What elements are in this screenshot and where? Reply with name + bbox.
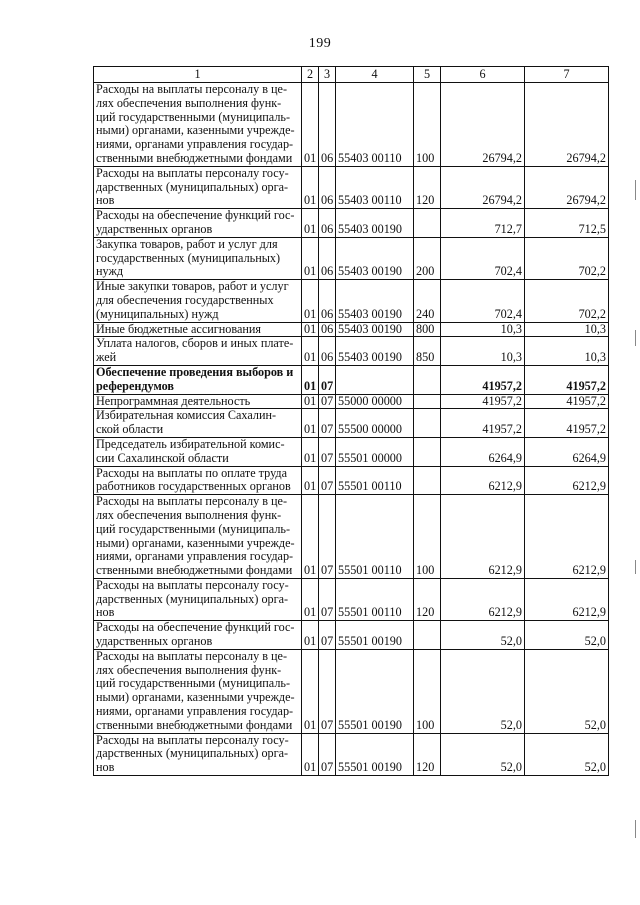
description-line: дарственных (муниципальных) орга- bbox=[96, 179, 289, 194]
amount-cell: 52,0 bbox=[441, 733, 525, 775]
description-line: ными) органами, казенными учрежде- bbox=[96, 690, 295, 705]
description-line: работников государственных органов bbox=[96, 479, 291, 494]
subsection-code-cell: 06 bbox=[319, 166, 336, 208]
column-header: 2 bbox=[302, 67, 319, 83]
target-article-cell: 55403 00110 bbox=[336, 83, 414, 167]
amount-cell: 712,7 bbox=[441, 209, 525, 238]
description-line: для обеспечения государственных bbox=[96, 292, 274, 307]
amount-cell: 702,2 bbox=[525, 237, 609, 279]
table-row bbox=[94, 495, 609, 579]
description-line: нов bbox=[96, 760, 115, 775]
expense-description-cell bbox=[94, 237, 302, 279]
amount-cell: 702,4 bbox=[441, 237, 525, 279]
description-line: ударственных органов bbox=[96, 634, 213, 649]
target-article-cell: 55403 00190 bbox=[336, 280, 414, 322]
section-code-cell: 01 bbox=[302, 394, 319, 409]
target-article-cell: 55403 00190 bbox=[336, 322, 414, 337]
subsection-code-cell: 06 bbox=[319, 237, 336, 279]
section-code-cell: 01 bbox=[302, 280, 319, 322]
expense-description-cell bbox=[94, 209, 302, 238]
expense-description-cell bbox=[94, 733, 302, 775]
expense-type-cell: 120 bbox=[414, 578, 441, 620]
description-line: ций государственными (муниципаль- bbox=[96, 676, 291, 691]
subsection-code-cell: 07 bbox=[319, 394, 336, 409]
table-row bbox=[94, 466, 609, 495]
section-code-cell: 01 bbox=[302, 166, 319, 208]
section-code-cell: 01 bbox=[302, 337, 319, 366]
section-code-cell: 01 bbox=[302, 365, 319, 394]
description-line: Расходы на обеспечение функций гос- bbox=[96, 620, 295, 635]
description-line: Расходы на выплаты по оплате труда bbox=[96, 465, 288, 480]
amount-cell: 6212,9 bbox=[525, 578, 609, 620]
section-code-cell: 01 bbox=[302, 578, 319, 620]
table-row bbox=[94, 578, 609, 620]
subsection-code-cell: 07 bbox=[319, 495, 336, 579]
amount-cell: 41957,2 bbox=[525, 409, 609, 438]
subsection-code-cell: 07 bbox=[319, 409, 336, 438]
scan-edge-mark bbox=[635, 330, 636, 346]
description-line: ственными внебюджетными фондами bbox=[96, 150, 293, 165]
amount-cell: 10,3 bbox=[525, 322, 609, 337]
table-row bbox=[94, 649, 609, 733]
expense-type-cell: 100 bbox=[414, 83, 441, 167]
amount-cell: 41957,2 bbox=[441, 394, 525, 409]
expense-type-cell: 850 bbox=[414, 337, 441, 366]
description-line: лях обеспечения выполнения функ- bbox=[96, 507, 282, 522]
description-line: нужд bbox=[96, 264, 124, 279]
amount-cell: 41957,2 bbox=[441, 409, 525, 438]
expense-description-cell bbox=[94, 280, 302, 322]
amount-cell: 10,3 bbox=[525, 337, 609, 366]
section-code-cell: 01 bbox=[302, 649, 319, 733]
table-row bbox=[94, 337, 609, 366]
section-code-cell: 01 bbox=[302, 621, 319, 650]
description-line: Непрограммная деятельность bbox=[96, 393, 251, 408]
expense-description-cell bbox=[94, 365, 302, 394]
amount-cell: 26794,2 bbox=[441, 83, 525, 167]
description-line: дарственных (муниципальных) орга- bbox=[96, 746, 289, 761]
amount-cell: 41957,2 bbox=[441, 365, 525, 394]
section-code-cell: 01 bbox=[302, 466, 319, 495]
description-line: Расходы на выплаты персоналу госу- bbox=[96, 165, 289, 180]
table-row bbox=[94, 166, 609, 208]
expense-description-cell bbox=[94, 394, 302, 409]
description-line: Расходы на выплаты персоналу в це- bbox=[96, 82, 288, 96]
amount-cell: 6212,9 bbox=[441, 466, 525, 495]
column-header: 6 bbox=[441, 67, 525, 83]
target-article-cell: 55500 00000 bbox=[336, 409, 414, 438]
description-line: ниями, органами управления государ- bbox=[96, 704, 294, 719]
target-article-cell: 55403 00190 bbox=[336, 209, 414, 238]
section-code-cell: 01 bbox=[302, 409, 319, 438]
description-line: (муниципальных) нужд bbox=[96, 306, 219, 321]
description-line: ственными внебюджетными фондами bbox=[96, 717, 293, 732]
section-code-cell: 01 bbox=[302, 322, 319, 337]
expense-description-cell bbox=[94, 466, 302, 495]
subsection-code-cell: 07 bbox=[319, 621, 336, 650]
budget-table bbox=[93, 66, 609, 776]
scan-edge-mark bbox=[635, 180, 636, 200]
expense-description-cell bbox=[94, 337, 302, 366]
target-article-cell: 55501 00110 bbox=[336, 578, 414, 620]
scan-edge-mark bbox=[635, 820, 636, 838]
description-line: Расходы на выплаты персоналу госу- bbox=[96, 732, 289, 747]
column-header: 5 bbox=[414, 67, 441, 83]
description-line: лях обеспечения выполнения функ- bbox=[96, 95, 282, 110]
description-line: Обеспечение проведения выборов и bbox=[96, 364, 294, 379]
description-line: ций государственными (муниципаль- bbox=[96, 109, 291, 124]
subsection-code-cell: 07 bbox=[319, 466, 336, 495]
subsection-code-cell: 07 bbox=[319, 365, 336, 394]
expense-type-cell bbox=[414, 437, 441, 466]
target-article-cell: 55501 00110 bbox=[336, 466, 414, 495]
description-line: жей bbox=[96, 350, 117, 365]
expense-type-cell: 120 bbox=[414, 733, 441, 775]
expense-description-cell bbox=[94, 409, 302, 438]
scan-edge-mark bbox=[635, 560, 636, 574]
amount-cell: 26794,2 bbox=[525, 83, 609, 167]
amount-cell: 52,0 bbox=[441, 649, 525, 733]
subsection-code-cell: 06 bbox=[319, 209, 336, 238]
subsection-code-cell: 07 bbox=[319, 733, 336, 775]
table-row bbox=[94, 621, 609, 650]
column-header: 3 bbox=[319, 67, 336, 83]
expense-type-cell bbox=[414, 365, 441, 394]
description-line: Уплата налогов, сборов и иных плате- bbox=[96, 336, 294, 351]
table-header-row bbox=[94, 67, 609, 83]
description-line: референдумов bbox=[96, 378, 174, 393]
description-line: ными) органами, казенными учрежде- bbox=[96, 535, 295, 550]
expense-type-cell: 240 bbox=[414, 280, 441, 322]
page-number: 199 bbox=[308, 36, 332, 51]
description-line: Расходы на выплаты персоналу в це- bbox=[96, 648, 288, 663]
amount-cell: 702,4 bbox=[441, 280, 525, 322]
description-line: Расходы на обеспечение функций гос- bbox=[96, 208, 295, 223]
description-line: Избирательная комиссия Сахалин- bbox=[96, 408, 277, 423]
amount-cell: 26794,2 bbox=[441, 166, 525, 208]
description-line: Председатель избирательной комис- bbox=[96, 436, 285, 451]
target-article-cell: 55403 00190 bbox=[336, 237, 414, 279]
expense-description-cell bbox=[94, 322, 302, 337]
section-code-cell: 01 bbox=[302, 209, 319, 238]
amount-cell: 712,5 bbox=[525, 209, 609, 238]
table-row bbox=[94, 394, 609, 409]
description-line: ударственных органов bbox=[96, 221, 213, 236]
column-header: 4 bbox=[336, 67, 414, 83]
expense-type-cell: 100 bbox=[414, 649, 441, 733]
expense-type-cell: 200 bbox=[414, 237, 441, 279]
subsection-code-cell: 06 bbox=[319, 322, 336, 337]
subsection-code-cell: 07 bbox=[319, 649, 336, 733]
column-header: 7 bbox=[525, 67, 609, 83]
expense-type-cell bbox=[414, 394, 441, 409]
amount-cell: 26794,2 bbox=[525, 166, 609, 208]
target-article-cell: 55501 00190 bbox=[336, 649, 414, 733]
description-line: сии Сахалинской области bbox=[96, 450, 229, 465]
description-line: дарственных (муниципальных) орга- bbox=[96, 591, 289, 606]
subsection-code-cell: 07 bbox=[319, 437, 336, 466]
description-line: ниями, органами управления государ- bbox=[96, 137, 294, 152]
amount-cell: 10,3 bbox=[441, 322, 525, 337]
section-code-cell: 01 bbox=[302, 437, 319, 466]
amount-cell: 6212,9 bbox=[441, 495, 525, 579]
amount-cell: 52,0 bbox=[525, 733, 609, 775]
table-row bbox=[94, 322, 609, 337]
expense-type-cell bbox=[414, 209, 441, 238]
amount-cell: 6212,9 bbox=[441, 578, 525, 620]
description-line: ций государственными (муниципаль- bbox=[96, 521, 291, 536]
description-line: Закупка товаров, работ и услуг для bbox=[96, 236, 278, 251]
expense-type-cell bbox=[414, 621, 441, 650]
amount-cell: 10,3 bbox=[441, 337, 525, 366]
expense-description-cell bbox=[94, 83, 302, 167]
expense-description-cell bbox=[94, 495, 302, 579]
table-row bbox=[94, 83, 609, 167]
table-row bbox=[94, 209, 609, 238]
amount-cell: 52,0 bbox=[525, 621, 609, 650]
table-row bbox=[94, 733, 609, 775]
amount-cell: 41957,2 bbox=[525, 365, 609, 394]
section-code-cell: 01 bbox=[302, 733, 319, 775]
description-line: государственных (муниципальных) bbox=[96, 250, 281, 265]
description-line: ными) органами, казенными учрежде- bbox=[96, 123, 295, 138]
expense-description-cell bbox=[94, 437, 302, 466]
description-line: Расходы на выплаты персоналу госу- bbox=[96, 577, 289, 592]
expense-type-cell: 800 bbox=[414, 322, 441, 337]
subsection-code-cell: 06 bbox=[319, 337, 336, 366]
target-article-cell: 55501 00000 bbox=[336, 437, 414, 466]
amount-cell: 52,0 bbox=[441, 621, 525, 650]
subsection-code-cell: 06 bbox=[319, 280, 336, 322]
subsection-code-cell: 06 bbox=[319, 83, 336, 167]
description-line: нов bbox=[96, 605, 115, 620]
table-row bbox=[94, 437, 609, 466]
description-line: Иные бюджетные ассигнования bbox=[96, 321, 262, 336]
expense-description-cell bbox=[94, 166, 302, 208]
expense-type-cell: 120 bbox=[414, 166, 441, 208]
section-code-cell: 01 bbox=[302, 237, 319, 279]
description-line: ской области bbox=[96, 422, 164, 437]
target-article-cell: 55403 00110 bbox=[336, 166, 414, 208]
amount-cell: 6212,9 bbox=[525, 466, 609, 495]
target-article-cell: 55403 00190 bbox=[336, 337, 414, 366]
expense-description-cell bbox=[94, 621, 302, 650]
table-row bbox=[94, 237, 609, 279]
amount-cell: 6212,9 bbox=[525, 495, 609, 579]
amount-cell: 702,2 bbox=[525, 280, 609, 322]
table-row bbox=[94, 409, 609, 438]
target-article-cell: 55000 00000 bbox=[336, 394, 414, 409]
target-article-cell: 55501 00110 bbox=[336, 495, 414, 579]
target-article-cell: 55501 00190 bbox=[336, 621, 414, 650]
description-line: ственными внебюджетными фондами bbox=[96, 563, 293, 578]
table-row bbox=[94, 280, 609, 322]
description-line: нов bbox=[96, 193, 115, 208]
table-body bbox=[94, 83, 609, 776]
description-line: Иные закупки товаров, работ и услуг bbox=[96, 279, 289, 294]
subsection-code-cell: 07 bbox=[319, 578, 336, 620]
amount-cell: 41957,2 bbox=[525, 394, 609, 409]
description-line: ниями, органами управления государ- bbox=[96, 549, 294, 564]
expense-type-cell bbox=[414, 466, 441, 495]
amount-cell: 6264,9 bbox=[525, 437, 609, 466]
expense-type-cell: 100 bbox=[414, 495, 441, 579]
expense-description-cell bbox=[94, 578, 302, 620]
description-line: лях обеспечения выполнения функ- bbox=[96, 662, 282, 677]
amount-cell: 52,0 bbox=[525, 649, 609, 733]
table-row bbox=[94, 365, 609, 394]
description-line: Расходы на выплаты персоналу в це- bbox=[96, 494, 288, 509]
target-article-cell bbox=[336, 365, 414, 394]
column-header: 1 bbox=[94, 67, 302, 83]
section-code-cell: 01 bbox=[302, 83, 319, 167]
expense-description-cell bbox=[94, 649, 302, 733]
amount-cell: 6264,9 bbox=[441, 437, 525, 466]
target-article-cell: 55501 00190 bbox=[336, 733, 414, 775]
section-code-cell: 01 bbox=[302, 495, 319, 579]
expense-type-cell bbox=[414, 409, 441, 438]
